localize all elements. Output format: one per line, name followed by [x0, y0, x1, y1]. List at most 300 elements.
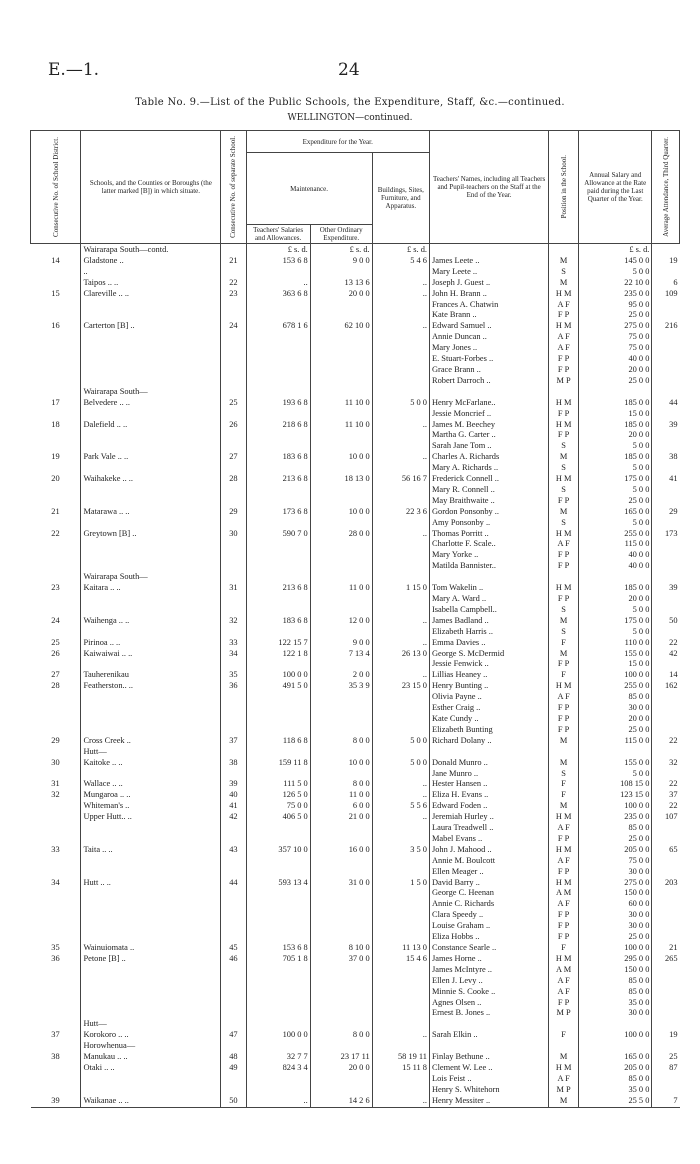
cell-salaries — [246, 976, 310, 987]
cell-other — [310, 987, 372, 998]
cell-school: Tauherenikau — [81, 670, 221, 681]
table-row — [31, 943, 680, 954]
table-row — [31, 714, 680, 725]
cell-position: F P — [549, 310, 579, 321]
cell-teacher: David Barry .. — [429, 878, 548, 889]
cell-position: A M — [549, 965, 579, 976]
cell-teacher: John H. Brann .. — [429, 289, 548, 300]
cell-other: 9 0 0 — [310, 256, 372, 267]
cell-buildings — [372, 823, 429, 834]
cell-annual: 175 0 0 — [579, 616, 652, 627]
cell-salaries — [246, 1008, 310, 1019]
cell-annual: 15 0 0 — [579, 409, 652, 420]
cell-school — [81, 409, 221, 420]
cell-attendance: 22 — [652, 736, 680, 747]
cell-district — [31, 485, 81, 496]
cell-school — [81, 823, 221, 834]
cell-position: F P — [549, 703, 579, 714]
cell-separate: 31 — [221, 583, 246, 594]
cell-salaries — [246, 387, 310, 398]
cell-buildings: 23 15 0 — [372, 681, 429, 692]
cell-salaries: 590 7 0 — [246, 529, 310, 540]
cell-position: A F — [549, 300, 579, 311]
cell-salaries — [246, 300, 310, 311]
cell-attendance: 19 — [652, 1030, 680, 1041]
cell-other: 20 0 0 — [310, 1063, 372, 1074]
cell-separate — [221, 550, 246, 561]
cell-other — [310, 867, 372, 878]
cell-attendance: 29 — [652, 507, 680, 518]
cell-buildings — [372, 1085, 429, 1096]
cell-position — [549, 1019, 579, 1030]
cell-separate — [221, 627, 246, 638]
cell-salaries: 153 6 8 — [246, 256, 310, 267]
cell-district: 27 — [51, 670, 60, 680]
cell-position: S — [549, 627, 579, 638]
table-row — [31, 244, 680, 256]
cell-position: F — [549, 790, 579, 801]
cell-teacher: Donald Munro .. — [429, 758, 548, 769]
cell-buildings — [372, 561, 429, 572]
cell-salaries — [246, 594, 310, 605]
cell-salaries — [246, 769, 310, 780]
cell-buildings — [372, 921, 429, 932]
cell-teacher: Eliza H. Evans .. — [429, 790, 548, 801]
cell-other — [310, 332, 372, 343]
cell-separate — [221, 376, 246, 387]
cell-school: Hutt— — [81, 747, 221, 758]
cell-teacher: Ellen J. Levy .. — [429, 976, 548, 987]
cell-teacher: Jessie Fenwick .. — [429, 659, 548, 670]
cell-annual: 5 0 0 — [579, 605, 652, 616]
cell-other: 7 13 4 — [310, 649, 372, 660]
cell-salaries — [246, 343, 310, 354]
schools-table — [30, 130, 680, 1108]
cell-district: 14 — [51, 255, 60, 265]
cell-position: F P — [549, 496, 579, 507]
cell-salaries — [246, 703, 310, 714]
cell-other — [310, 976, 372, 987]
table-row — [31, 987, 680, 998]
cell-separate: 21 — [221, 256, 246, 267]
cell-buildings — [372, 692, 429, 703]
cell-annual: 85 0 0 — [579, 692, 652, 703]
cell-annual: 75 0 0 — [579, 343, 652, 354]
cell-annual: 30 0 0 — [579, 921, 652, 932]
cell-annual: 5 0 0 — [579, 518, 652, 529]
cell-annual — [579, 572, 652, 583]
cell-buildings — [372, 976, 429, 987]
cell-separate — [221, 856, 246, 867]
cell-buildings — [372, 343, 429, 354]
cell-buildings: 22 3 6 — [372, 507, 429, 518]
cell-annual: 40 0 0 — [579, 550, 652, 561]
cell-district — [31, 561, 81, 572]
cell-teacher: James Horne .. — [429, 954, 548, 965]
cell-position: F — [549, 670, 579, 681]
cell-salaries — [246, 518, 310, 529]
cell-buildings — [372, 430, 429, 441]
cell-position: F P — [549, 354, 579, 365]
cell-salaries — [246, 725, 310, 736]
cell-teacher: Annie C. Richards — [429, 899, 548, 910]
cell-annual: 185 0 0 — [579, 420, 652, 431]
cell-buildings — [372, 365, 429, 376]
cell-buildings — [372, 485, 429, 496]
cell-district — [31, 441, 81, 452]
cell-separate: 42 — [221, 812, 246, 823]
cell-buildings — [372, 1074, 429, 1085]
table-row — [31, 539, 680, 550]
cell-other — [310, 703, 372, 714]
cell-attendance: 32 — [652, 758, 680, 769]
cell-salaries — [246, 932, 310, 943]
cell-teacher: James Leete .. — [429, 256, 548, 267]
cell-district — [31, 1008, 81, 1019]
cell-position: H M — [549, 474, 579, 485]
cell-buildings — [372, 714, 429, 725]
cell-school: Wallace .. .. — [81, 779, 221, 790]
cell-teacher: May Braithwaite .. — [429, 496, 548, 507]
cell-separate: 26 — [221, 420, 246, 431]
cell-annual: 5 0 0 — [579, 485, 652, 496]
cell-annual: 185 0 0 — [579, 452, 652, 463]
cell-buildings: .. — [372, 638, 429, 649]
cell-buildings: .. — [372, 779, 429, 790]
cell-school — [81, 300, 221, 311]
cell-salaries: 491 5 0 — [246, 681, 310, 692]
cell-salaries — [246, 463, 310, 474]
cell-district — [31, 998, 81, 1009]
cell-buildings — [372, 1008, 429, 1019]
cell-annual: 20 0 0 — [579, 365, 652, 376]
cell-position: F — [549, 1030, 579, 1041]
cell-school: Wainuiomata .. — [81, 943, 221, 954]
cell-school: Taita .. .. — [81, 845, 221, 856]
cell-attendance: 25 — [652, 1052, 680, 1063]
cell-other — [310, 409, 372, 420]
cell-school — [81, 1008, 221, 1019]
cell-attendance — [652, 856, 680, 867]
cell-district — [31, 332, 81, 343]
cell-other — [310, 430, 372, 441]
cell-other: 37 0 0 — [310, 954, 372, 965]
cell-school — [81, 376, 221, 387]
cell-position: H M — [549, 681, 579, 692]
cell-district: 32 — [51, 790, 60, 800]
cell-district: 19 — [51, 452, 60, 462]
cell-buildings — [372, 594, 429, 605]
cell-school — [81, 888, 221, 899]
cell-district: 20 — [51, 474, 60, 484]
table-row — [31, 932, 680, 943]
cell-teacher: Mary Leete .. — [429, 267, 548, 278]
cell-buildings: 15 11 8 — [372, 1063, 429, 1074]
cell-teacher: George S. McDermid — [429, 649, 548, 660]
cell-salaries: 213 6 8 — [246, 583, 310, 594]
cell-district — [31, 310, 81, 321]
cell-buildings — [372, 463, 429, 474]
cell-position: F P — [549, 714, 579, 725]
cell-school: Hutt— — [81, 1019, 221, 1030]
cell-position: H M — [549, 1063, 579, 1074]
cell-teacher: Gordon Ponsonby .. — [429, 507, 548, 518]
cell-school — [81, 496, 221, 507]
cell-position: F P — [549, 430, 579, 441]
cell-annual — [579, 1019, 652, 1030]
cell-annual: 185 0 0 — [579, 583, 652, 594]
cell-other: 62 10 0 — [310, 321, 372, 332]
cell-buildings — [372, 888, 429, 899]
cell-district: 17 — [51, 397, 60, 407]
cell-annual: 205 0 0 — [579, 1063, 652, 1074]
cell-teacher: Richard Dolany .. — [429, 736, 548, 747]
cell-salaries — [246, 823, 310, 834]
cell-school — [81, 692, 221, 703]
cell-separate — [221, 823, 246, 834]
cell-separate — [221, 485, 246, 496]
cell-buildings — [372, 899, 429, 910]
cell-attendance — [652, 267, 680, 278]
cell-district — [31, 518, 81, 529]
cell-attendance — [652, 899, 680, 910]
cell-school: Hutt .. .. — [81, 878, 221, 889]
cell-separate — [221, 932, 246, 943]
table-row — [31, 878, 680, 889]
table-row — [31, 867, 680, 878]
cell-buildings: .. — [372, 790, 429, 801]
cell-separate — [221, 714, 246, 725]
cell-teacher: Annie Duncan .. — [429, 332, 548, 343]
cell-attendance — [652, 823, 680, 834]
cell-teacher: James M. Beechey — [429, 420, 548, 431]
cell-other: 10 0 0 — [310, 452, 372, 463]
cell-attendance: 19 — [652, 256, 680, 267]
cell-attendance: 44 — [652, 398, 680, 409]
cell-other — [310, 692, 372, 703]
cell-school — [81, 899, 221, 910]
table-row — [31, 1085, 680, 1096]
cell-teacher: Jane Munro .. — [429, 769, 548, 780]
cell-school: Clareville .. .. — [81, 289, 221, 300]
cell-separate — [221, 1041, 246, 1052]
table-row — [31, 856, 680, 867]
table-row — [31, 463, 680, 474]
cell-position: F P — [549, 921, 579, 932]
cell-buildings: 5 0 0 — [372, 758, 429, 769]
cell-district — [31, 354, 81, 365]
cell-district: 37 — [51, 1030, 60, 1040]
cell-annual: 150 0 0 — [579, 965, 652, 976]
cell-other — [310, 659, 372, 670]
cell-school — [81, 539, 221, 550]
cell-buildings — [372, 725, 429, 736]
cell-annual: 40 0 0 — [579, 561, 652, 572]
cell-attendance — [652, 725, 680, 736]
cell-teacher: Sarah Elkin .. — [429, 1030, 548, 1041]
cell-buildings: 1 5 0 — [372, 878, 429, 889]
cell-position: A F — [549, 539, 579, 550]
cell-school — [81, 834, 221, 845]
cell-salaries — [246, 867, 310, 878]
cell-position: H M — [549, 398, 579, 409]
table-row — [31, 725, 680, 736]
cell-other — [310, 572, 372, 583]
cell-salaries — [246, 692, 310, 703]
cell-position: F P — [549, 365, 579, 376]
cell-separate: 50 — [221, 1096, 246, 1107]
table-row — [31, 332, 680, 343]
cell-other: 28 0 0 — [310, 529, 372, 540]
cell-district: 33 — [51, 844, 60, 854]
cell-buildings — [372, 998, 429, 1009]
cell-salaries: 100 0 0 — [246, 1030, 310, 1041]
cell-annual: 108 15 0 — [579, 779, 652, 790]
cell-attendance — [652, 463, 680, 474]
cell-salaries: 183 6 8 — [246, 452, 310, 463]
cell-separate — [221, 267, 246, 278]
cell-position — [549, 572, 579, 583]
table-row — [31, 747, 680, 758]
cell-district: 39 — [31, 1096, 81, 1107]
cell-district — [31, 867, 81, 878]
cell-separate: 27 — [221, 452, 246, 463]
cell-other — [310, 539, 372, 550]
cell-buildings: .. — [372, 289, 429, 300]
cell-salaries — [246, 921, 310, 932]
cell-attendance — [652, 518, 680, 529]
cell-salaries — [246, 987, 310, 998]
cell-other: 21 0 0 — [310, 812, 372, 823]
cell-teacher: Jessie Moncrief .. — [429, 409, 548, 420]
cell-position: M — [549, 649, 579, 660]
cell-separate: 25 — [221, 398, 246, 409]
cell-salaries: 218 6 8 — [246, 420, 310, 431]
cell-buildings — [372, 354, 429, 365]
col-separate-header: Consecutive No. of separate School. — [221, 131, 246, 244]
cell-buildings: 5 0 0 — [372, 736, 429, 747]
table-row — [31, 376, 680, 387]
cell-separate — [221, 1008, 246, 1019]
cell-separate: 36 — [221, 681, 246, 692]
cell-teacher: Mary A. Richards .. — [429, 463, 548, 474]
table-row — [31, 1096, 680, 1107]
cell-attendance — [652, 343, 680, 354]
cell-teacher: Laura Treadwell .. — [429, 823, 548, 834]
col-names-header: Teachers' Names, including all Teachers and Pupil-teachers on the Staff at the End of the Year. — [429, 131, 548, 244]
col-other-header: Other Ordinary Expenditure. — [310, 225, 372, 244]
cell-other — [310, 856, 372, 867]
cell-district: 16 — [51, 321, 60, 331]
cell-buildings — [372, 496, 429, 507]
cell-position: S — [549, 769, 579, 780]
cell-attendance — [652, 1074, 680, 1085]
cell-buildings — [372, 518, 429, 529]
cell-position: S — [549, 267, 579, 278]
cell-buildings — [372, 965, 429, 976]
cell-teacher: James McIntyre .. — [429, 965, 548, 976]
cell-attendance — [652, 769, 680, 780]
cell-school: Waikanae .. .. — [81, 1096, 221, 1107]
cell-salaries: 118 6 8 — [246, 736, 310, 747]
cell-teacher: Edward Samuel .. — [429, 321, 548, 332]
cell-school — [81, 310, 221, 321]
cell-attendance — [652, 747, 680, 758]
cell-annual: 115 0 0 — [579, 539, 652, 550]
cell-school — [81, 910, 221, 921]
cell-teacher: Henry McFarlane.. — [429, 398, 548, 409]
cell-salaries: .. — [246, 278, 310, 289]
cell-district: 31 — [51, 779, 60, 789]
cell-attendance — [652, 430, 680, 441]
cell-teacher: Kate Brann .. — [429, 310, 548, 321]
cell-buildings — [372, 867, 429, 878]
cell-buildings: 15 4 6 — [372, 954, 429, 965]
cell-school — [81, 332, 221, 343]
cell-district — [31, 888, 81, 899]
cell-position: A F — [549, 692, 579, 703]
cell-other: 8 10 0 — [310, 943, 372, 954]
cell-separate — [221, 332, 246, 343]
cell-attendance — [652, 594, 680, 605]
col-annual-header: Annual Salary and Allowance at the Rate paid during the Last Quarter of the Year. — [579, 131, 652, 244]
cell-salaries — [246, 714, 310, 725]
cell-school — [81, 1085, 221, 1096]
cell-separate — [221, 539, 246, 550]
cell-other: 6 0 0 — [310, 801, 372, 812]
cell-teacher: Annie M. Boulcott — [429, 856, 548, 867]
col-teachers-salaries-header: Teachers' Salaries and Allowances. — [246, 225, 310, 244]
cell-annual: 123 15 0 — [579, 790, 652, 801]
cell-buildings — [372, 550, 429, 561]
cell-district — [31, 659, 81, 670]
cell-annual — [579, 1041, 652, 1052]
cell-other — [310, 921, 372, 932]
cell-separate — [221, 987, 246, 998]
cell-district — [31, 834, 81, 845]
cell-separate — [221, 244, 246, 256]
cell-attendance: 87 — [652, 1063, 680, 1074]
cell-annual: 25 0 0 — [579, 932, 652, 943]
cell-separate: 40 — [221, 790, 246, 801]
cell-school — [81, 550, 221, 561]
cell-salaries — [246, 365, 310, 376]
cell-district — [31, 801, 81, 812]
cell-attendance — [652, 550, 680, 561]
table-row — [31, 398, 680, 409]
cell-separate: 44 — [221, 878, 246, 889]
cell-separate: 34 — [221, 649, 246, 660]
table-row — [31, 452, 680, 463]
cell-district: 35 — [51, 943, 60, 952]
cell-district — [31, 365, 81, 376]
table-row — [31, 1008, 680, 1019]
cell-attendance: 65 — [652, 845, 680, 856]
cell-school — [81, 561, 221, 572]
cell-salaries — [246, 627, 310, 638]
cell-buildings — [372, 747, 429, 758]
cell-attendance — [652, 998, 680, 1009]
cell-teacher: Amy Ponsonby .. — [429, 518, 548, 529]
cell-annual: 30 0 0 — [579, 867, 652, 878]
cell-teacher: Sarah Jane Tom .. — [429, 441, 548, 452]
cell-buildings — [372, 310, 429, 321]
cell-district: 18 — [51, 419, 60, 429]
cell-separate — [221, 692, 246, 703]
cell-salaries: 678 1 6 — [246, 321, 310, 332]
cell-school: Wairarapa South— — [81, 387, 221, 398]
cell-separate: 45 — [221, 943, 246, 954]
